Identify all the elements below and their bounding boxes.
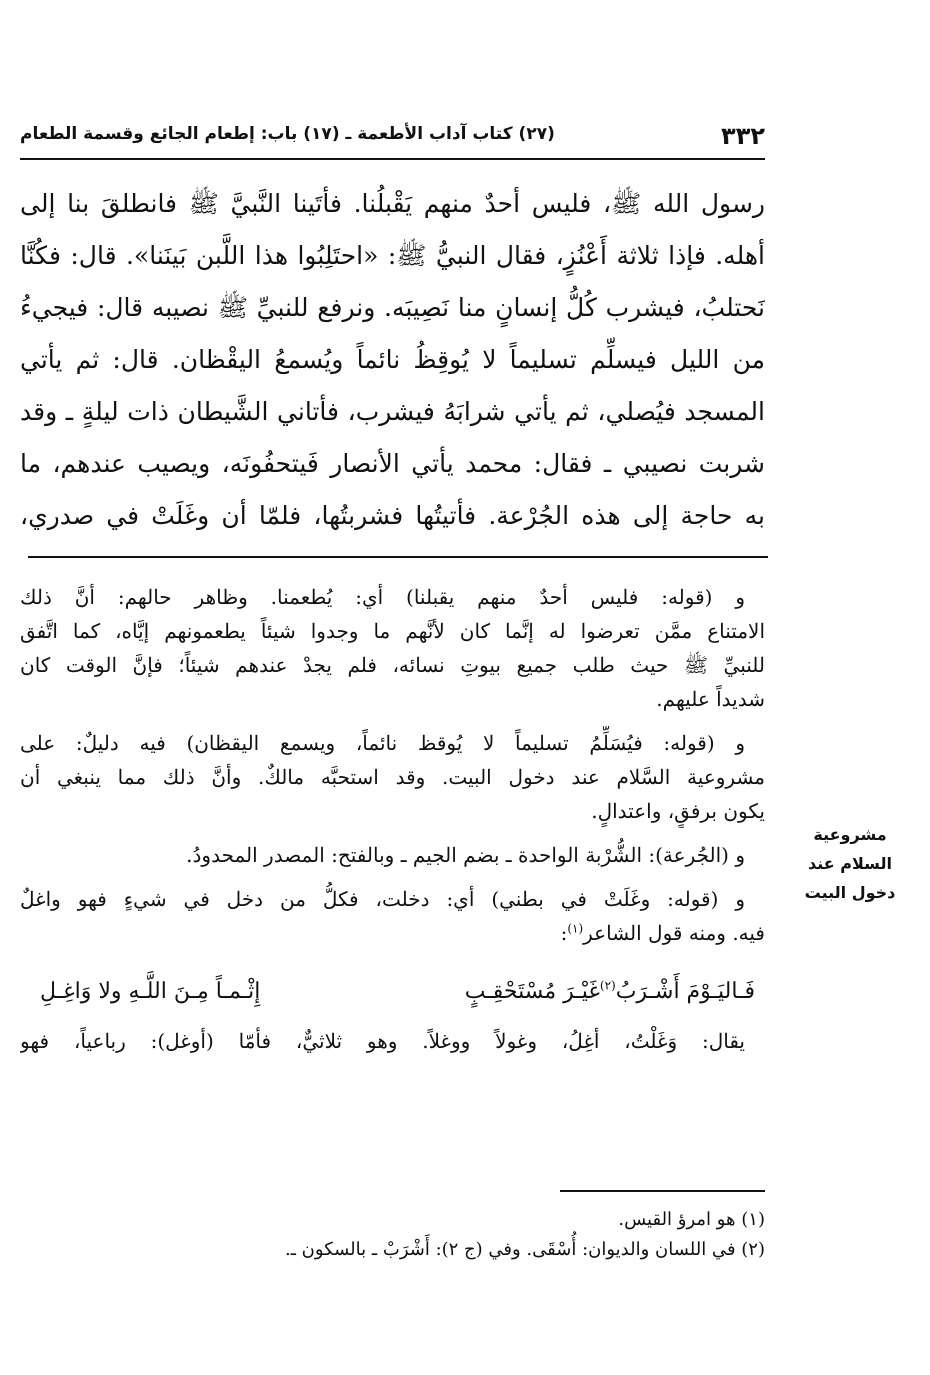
commentary-paragraph — [20, 882, 765, 950]
poetry-verse — [20, 960, 765, 1018]
commentary-paragraph — [20, 1024, 765, 1058]
commentary-text: فيه. ومنه قول الشاعر — [583, 921, 765, 945]
margin-note-line: مشروعية — [813, 825, 887, 844]
footnote: (١) هو امرؤ القيس. — [618, 1209, 765, 1230]
margin-note — [790, 820, 910, 907]
commentary-line: يقال: وَغَلْتُ، أغِلُ، وغولاً ووغلاً. وهو ثلاثيٌّ، فأمّا (أوغل): رباعياً، فهو — [20, 1029, 745, 1053]
hadith-line: أهله. فإذا ثلاثة أَعْنُزٍ، فقال النبيُّ ﷺ: «احتَلِبُوا هذا اللَّبن بَينَنا». قال: فكُنَّا — [20, 241, 765, 270]
commentary-line: و (الجُرعة): الشُّرْبة الواحدة ـ بضم الجيم ـ وبالفتح: المصدر المحدودُ. — [186, 843, 745, 867]
footnotes — [20, 1205, 765, 1265]
commentary-line: مشروعية السَّلام عند دخول البيت. وقد استحبَّه مالكٌ. وأنَّ ذلك مما ينبغي أن — [20, 765, 765, 789]
page-header — [20, 118, 765, 160]
margin-note-line: السلام عند — [808, 854, 892, 873]
commentary-line: و (قوله: وغَلَتْ في بطني) أي: دخلت، فكلُّ من دخل في شيءٍ فهو واغلٌ — [20, 887, 745, 911]
running-title: (٢٧) كتاب آداب الأطعمة ـ (١٧) باب: إطعام الجائع وقسمة الطعام — [20, 124, 555, 144]
verse-text: فَـاليَـوْمَ أَشْـرَبُ — [615, 979, 755, 1004]
page-number: ٣٣٢ — [721, 122, 765, 150]
verse-text: غَيْـرَ مُسْتَحْقِـبٍ — [464, 979, 600, 1004]
commentary-paragraph — [20, 838, 765, 872]
hadith-line: من الليل فيسلِّم تسليماً لا يُوقِظُ نائماً ويُسمعُ اليقْظان. قال: ثم يأتي — [20, 345, 765, 374]
commentary-line: و (قوله: فليس أحدٌ منهم يقبلنا) أي: يُطعمنا. وظاهر حالهم: أنَّ ذلك — [20, 585, 745, 609]
commentary-line: شديداً عليهم. — [656, 687, 765, 711]
hadith-line: نَحتلبُ، فيشرب كُلُّ إنسانٍ منا نَصِيبَه. ونرفع للنبيِّ ﷺ نصيبه قال: فيجيءُ — [20, 293, 765, 322]
verse-hemistich-first — [465, 966, 755, 1018]
commentary-line: يكون برفقٍ، واعتدالٍ. — [591, 799, 765, 823]
hadith-line: رسول الله ﷺ، فليس أحدٌ منهم يَقْبلُنا. فأتَينا النَّبيَّ ﷺ فانطلقَ بنا إلى — [20, 189, 765, 218]
colon: : — [560, 921, 568, 945]
hadith-line: شربت نصيبي ـ فقال: محمد يأتي الأنصار فَيتحفُونَه، ويصيب عندهم، ما — [20, 449, 765, 478]
footnote-marker: (١) — [567, 921, 584, 936]
footnote-rule — [560, 1190, 765, 1192]
commentary-line — [20, 916, 765, 950]
footnote: (٢) في اللسان والديوان: أُسْقَى. وفي (ج ٢): أَشْرَبْ ـ بالسكون ـ. — [284, 1239, 765, 1260]
verse-hemistich-second: إِثْـمـاً مِـنَ اللَّـهِ ولا وَاغِـلِ — [40, 979, 261, 1004]
hadith-line: به حاجة إلى هذه الجُرْعة. فأتيتُها فشربتُها، فلمّا أن وغَلَتْ في صدري، — [20, 501, 765, 530]
footnote-marker: (٢) — [599, 978, 616, 993]
hadith-text — [20, 178, 765, 542]
section-divider — [28, 556, 768, 558]
commentary-line: الامتناع ممَّن تعرضوا له إنَّما كان لأنَّهم ما وجدوا شيئاً يطعمونهم إيَّاه، كما اتَّفق — [20, 619, 765, 643]
hadith-line: المسجد فيُصلي، ثم يأتي شرابَهُ فيشرب، فأتاني الشَّيطان ذات ليلةٍ ـ وقد — [20, 397, 765, 426]
margin-note-line: دخول البيت — [804, 883, 896, 902]
commentary — [20, 580, 765, 1068]
commentary-paragraph — [20, 726, 765, 828]
commentary-line: للنبيِّ ﷺ حيث طلب جميع بيوتِ نسائه، فلم يجدْ عندهم شيئاً؛ فإنَّ الوقت كان — [20, 653, 765, 677]
commentary-paragraph — [20, 580, 765, 716]
commentary-line: و (قوله: فيُسَلِّمُ تسليماً لا يُوقظ نائماً، ويسمع اليقظان) فيه دليلٌ: على — [20, 731, 745, 755]
